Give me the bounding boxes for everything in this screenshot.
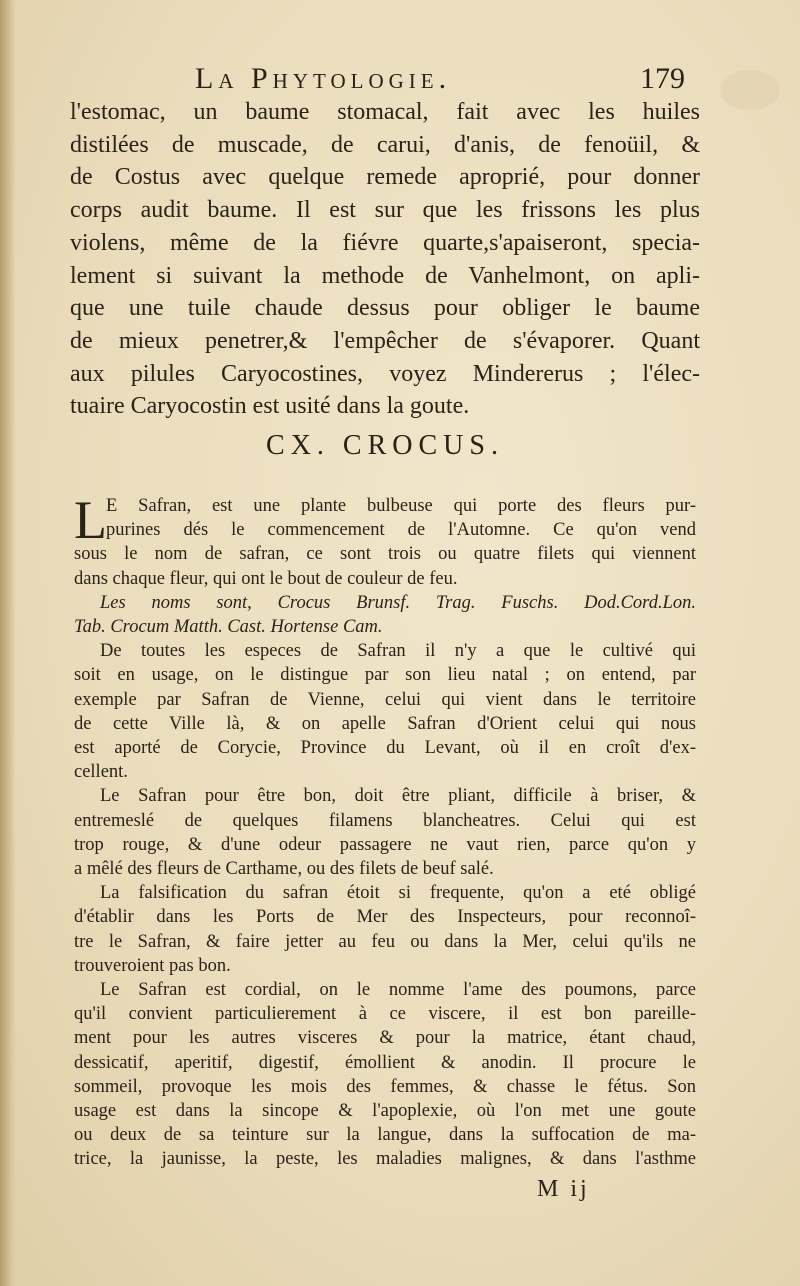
text-line: tre le Safran, & faire jetter au feu ou dans la Mer, celui qu'ils ne	[74, 931, 696, 952]
text-line: que une tuile chaude dessus pour obliger le baume	[70, 295, 700, 322]
text-line: de Costus avec quelque remede aproprié, pour donner	[70, 164, 700, 191]
text-line: trop rouge, & d'une odeur passagere ne vaut rien, parce qu'on y	[74, 834, 696, 855]
section-heading: CX. CROCUS.	[266, 430, 504, 461]
text-line: lement si suivant la methode de Vanhelmont, on apli-	[70, 262, 700, 289]
running-head-title: La Phytologie.	[195, 62, 452, 95]
text-line: Le Safran est cordial, on le nomme l'ame des poumons, parce	[100, 980, 696, 1001]
running-head	[195, 62, 685, 98]
text-line: entremeslé de quelques filamens blancheatres. Celui qui est	[74, 810, 696, 831]
text-line: dessicatif, aperitif, digestif, émollient & anodin. Il procure le	[74, 1052, 696, 1073]
text-line: usage est dans la sincope & l'apoplexie, où l'on met une goute	[74, 1101, 696, 1122]
text-line: trice, la jaunisse, la peste, les maladies malignes, & dans l'asthme	[74, 1149, 696, 1170]
text-line: Les noms sont, Crocus Brunsf. Trag. Fuschs. Dod.Cord.Lon.	[100, 592, 696, 613]
text-line: E Safran, est une plante bulbeuse qui porte des fleurs pur-	[106, 496, 696, 516]
text-line: sous le nom de safran, ce sont trois ou quatre filets qui viennent	[74, 544, 696, 565]
text-line: purines dés le commencement de l'Automne. Ce qu'on vend	[106, 520, 696, 541]
drop-cap: L	[74, 490, 107, 550]
text-line: l'estomac, un baume stomacal, fait avec les huiles	[70, 99, 700, 125]
text-line: La falsification du safran étoit si frequente, qu'on a eté obligé	[100, 883, 696, 904]
text-line: corps audit baume. Il est sur que les frissons les plus	[70, 197, 700, 224]
crocus-article	[74, 490, 696, 1172]
text-line: de mieux penetrer,& l'empêcher de s'évaporer. Quant	[70, 327, 700, 354]
paper-stain	[720, 70, 780, 110]
book-spine-shadow	[0, 0, 16, 1286]
text-line: ou deux de sa teinture sur la langue, dans la suffocation de ma-	[74, 1125, 696, 1146]
text-line: exemple par Safran de Vienne, celui qui vient dans le territoire	[74, 689, 696, 710]
text-line: aux pilules Caryocostines, voyez Mindererus ; l'élec-	[70, 360, 700, 387]
text-line: de cette Ville là, & on apelle Safran d'Orient celui qui nous	[74, 713, 696, 734]
page-number: 179	[640, 62, 685, 95]
text-line: Le Safran pour être bon, doit être pliant, difficile à briser, &	[100, 786, 696, 807]
text-line: soit en usage, on le distingue par son lieu natal ; on entend, par	[74, 665, 696, 686]
text-line: distilées de muscade, de carui, d'anis, de fenoüil, &	[70, 131, 700, 158]
text-line: d'établir dans les Ports de Mer des Inspecteurs, pour reconnoî-	[74, 907, 696, 928]
text-line: ment pour les autres visceres & pour la matrice, étant chaud,	[74, 1028, 696, 1049]
text-line: violens, même de la fiévre quarte,s'apaiseront, specia-	[70, 229, 700, 256]
text-line: tuaire Caryocostin est usité dans la goute.	[70, 393, 470, 420]
text-line: a mêlé des fleurs de Carthame, ou des filets de beuf salé.	[74, 859, 494, 880]
text-line: sommeil, provoque les mois des femmes, & chasse le fétus. Son	[74, 1076, 696, 1097]
continued-paragraph	[70, 96, 700, 423]
text-line: trouveroient pas bon.	[74, 955, 231, 976]
text-line: Tab. Crocum Matth. Cast. Hortense Cam.	[74, 617, 383, 638]
signature-mark: M ij	[537, 1176, 590, 1202]
text-line: qu'il convient particulierement à ce viscere, il est bon pareille-	[74, 1004, 696, 1025]
text-line: De toutes les especes de Safran il n'y a que le cultivé qui	[100, 641, 696, 662]
text-line: cellent.	[74, 762, 128, 783]
text-line: est aporté de Corycie, Province du Levant, où il en croît d'ex-	[74, 738, 696, 759]
text-line: dans chaque fleur, qui ont le bout de couleur de feu.	[74, 568, 458, 589]
